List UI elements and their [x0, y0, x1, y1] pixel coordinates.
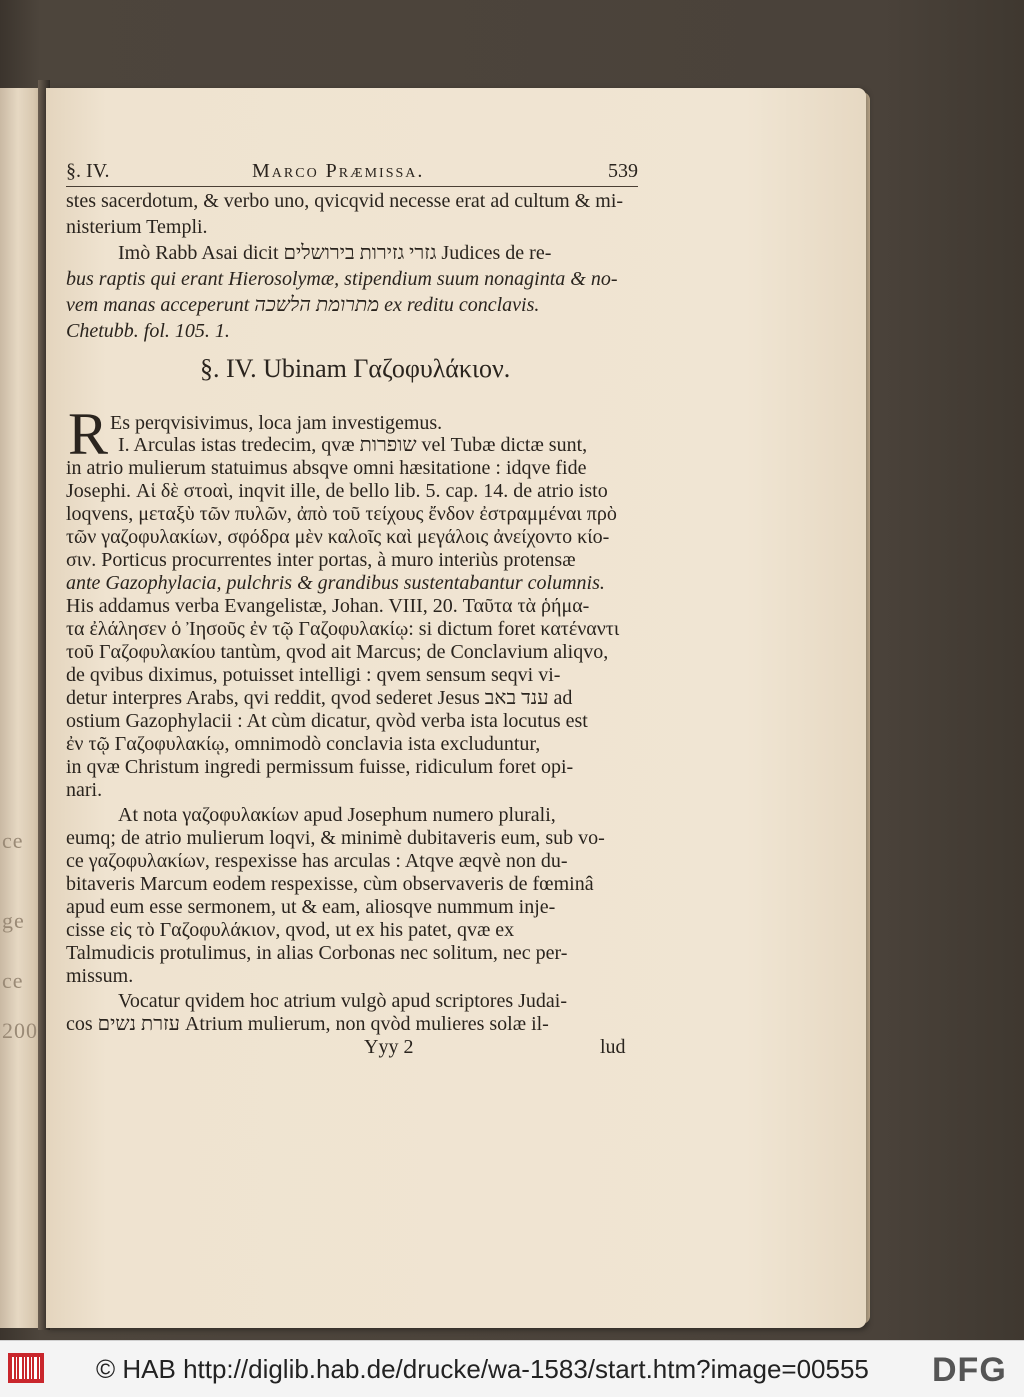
facing-page-fragment: 200: [2, 1018, 38, 1043]
text-line: in atrio mulierum statuimus absqve omni hæsitatione : idqve fide: [66, 457, 587, 479]
facing-page-fragment: ge: [2, 908, 25, 933]
text-line: nari.: [66, 779, 103, 801]
text-line: Vocatur qvidem hoc atrium vulgò apud scriptores Judai-: [118, 990, 567, 1012]
facing-page-fragment: ce: [2, 828, 24, 853]
text-line: in qvæ Christum ingredi permissum fuisse, ridiculum foret opi-: [66, 756, 574, 778]
drop-cap: R: [68, 401, 109, 467]
running-title: Marco Præmissa.: [252, 160, 425, 182]
dfg-logo: DFG: [932, 1351, 1007, 1389]
text-line: At nota γαζοφυλακίων apud Josephum numero plurali,: [118, 804, 556, 826]
catchword: lud: [600, 1036, 626, 1058]
text-line: stes sacerdotum, & verbo uno, qvicqvid necesse erat ad cultum & mi-: [66, 190, 624, 212]
text-line: Es perqvisivimus, loca jam investigemus.: [110, 412, 443, 434]
header-rule: [66, 186, 638, 187]
footer-bar: [0, 1340, 1024, 1397]
heading-prefix: §. IV. Ubinam: [200, 354, 347, 383]
facing-page-fragment: ce: [2, 968, 24, 993]
text-line: detur interpres Arabs, qvi reddit, qvod sederet Jesus ענד באב ad: [66, 687, 573, 709]
text-line: Chetubb. fol. 105. 1.: [66, 320, 230, 342]
text-line: I. Arculas istas tredecim, qvæ שופרות vel Tubæ dictæ sunt,: [118, 434, 588, 456]
text-line: nisterium Templi.: [66, 216, 208, 238]
barcode-icon: [8, 1353, 44, 1383]
text-line: Josephi. Αἱ δὲ στοαὶ, inqvit ille, de bello lib. 5. cap. 14. de atrio isto: [66, 480, 608, 502]
text-line: bitaveris Marcum eodem respexisse, cùm observaveris de fœminâ: [66, 873, 594, 895]
heading-greek: Γαζοφυλάκιον.: [353, 354, 511, 383]
text-line: eumq; de atrio mulierum loqvi, & minimè dubitaveris eum, sub vo-: [66, 827, 605, 849]
signature-mark: Yyy 2: [364, 1036, 414, 1058]
text-line: His addamus verba Evangelistæ, Johan. VIII, 20. Ταῦτα τὰ ῥήμα-: [66, 595, 590, 617]
text-line: ce γαζοφυλακίων, respexisse has arculas : Atqve æqvè non du-: [66, 850, 568, 872]
text-line: de qvibus diximus, potuisset intelligi : qvem sensum seqvi vi-: [66, 664, 561, 686]
text-line: apud eum esse sermonem, ut & eam, aliosqve nummum inje-: [66, 896, 556, 918]
text-line: ἐν τῷ Γαζοφυλακίῳ, omnimodò conclavia ista excluduntur,: [66, 733, 541, 755]
text-line: ostium Gazophylacii : At cùm dicatur, qvòd verba ista locutus est: [66, 710, 588, 732]
text-line: missum.: [66, 965, 134, 987]
text-line: ante Gazophylacia, pulchris & grandibus sustentabantur columnis.: [66, 572, 605, 594]
text-line: Talmudicis protulimus, in alias Corbonas nec solitum, nec per-: [66, 942, 568, 964]
text-line: loqvens, μεταξὺ τῶν πυλῶν, ἀπὸ τοῦ τείχους ἔνδον ἐστραμμέναι πρὸ: [66, 503, 617, 525]
text-line: τοῦ Γαζοφυλακίου tantùm, qvod ait Marcus; de Conclavium aliqvo,: [66, 641, 609, 663]
section-mark: §. IV.: [66, 160, 110, 182]
text-line: τα ἐλάλησεν ὁ Ἰησοῦς ἐν τῷ Γαζοφυλακίῳ: si dictum foret κατέναντι: [66, 618, 620, 640]
text-line: τῶν γαζοφυλακίων, σφόδρα μὲν καλοῖς καὶ μεγάλοις ἀνείχοντο κίο-: [66, 526, 610, 548]
text-line: σιν. Porticus procurrentes inter portas, à muro interiùs protensæ: [66, 549, 576, 571]
text-line: vem manas acceperunt מתרומת הלשכה ex reditu conclavis.: [66, 294, 540, 316]
text-line: cos עזרת נשים Atrium mulierum, non qvòd mulieres solæ il-: [66, 1013, 549, 1035]
page-number: 539: [608, 160, 638, 182]
text-line: cisse εἰς τὸ Γαζοφυλάκιον, qvod, ut ex his patet, qvæ ex: [66, 919, 515, 941]
text-line: bus raptis qui erant Hierosolymæ, stipendium suum nonaginta & no-: [66, 268, 618, 290]
copyright-text: © HAB http://diglib.hab.de/drucke/wa-1583/start.htm?image=00555: [96, 1354, 869, 1384]
text-line: Imò Rabb Asai dicit גזרי גזירות בירושלים Judices de re-: [118, 242, 552, 264]
section-heading: [200, 354, 510, 384]
